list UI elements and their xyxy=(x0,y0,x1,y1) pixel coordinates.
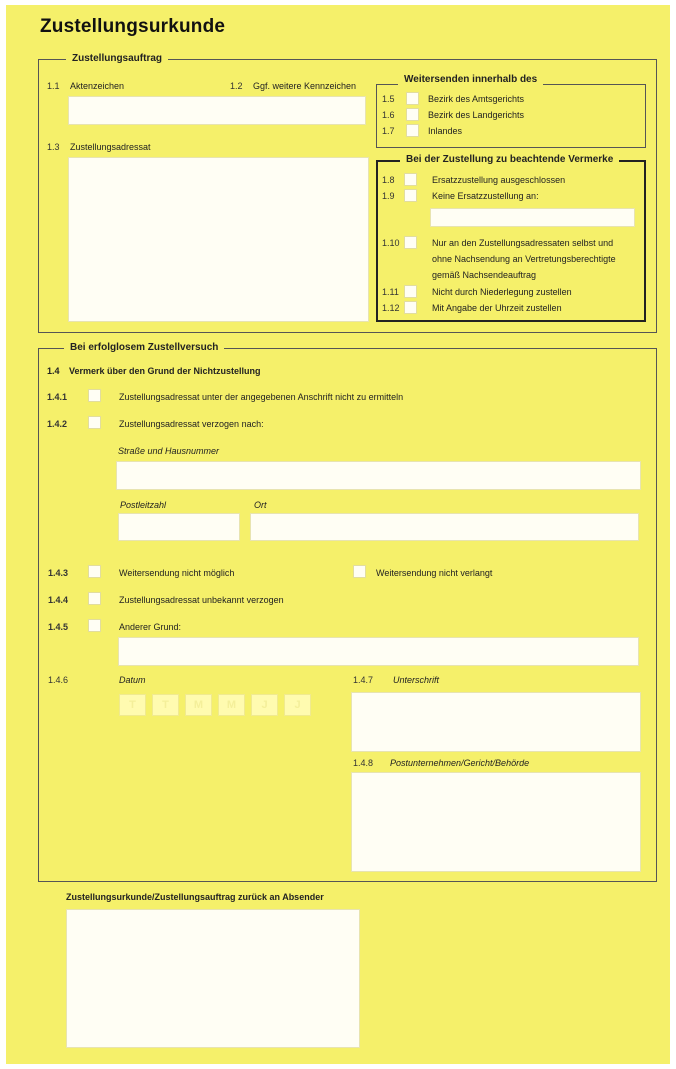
weitersendung-nicht-moeglich-label: Weitersendung nicht möglich xyxy=(119,568,235,578)
datum-box-month-1[interactable]: M xyxy=(185,694,212,716)
ersatzzustellung-ausgeschlossen-checkbox[interactable] xyxy=(404,173,417,186)
weitersendung-nicht-verlangt-label: Weitersendung nicht verlangt xyxy=(376,568,493,578)
unterschrift-label: Unterschrift xyxy=(393,675,440,685)
f1-1-number: 1.1 xyxy=(47,81,60,91)
plz-label: Postleitzahl xyxy=(120,500,167,510)
f1-7-number: 1.7 xyxy=(382,126,395,136)
nur-adressat-line1: Nur an den Zustellungsadressaten selbst und xyxy=(432,238,614,248)
keine-ersatzzustellung-checkbox[interactable] xyxy=(404,189,417,202)
datum-box-year-1[interactable]: J xyxy=(251,694,278,716)
datum-box-year-2[interactable]: J xyxy=(284,694,311,716)
unterschrift-field[interactable] xyxy=(351,692,641,752)
f1-4-1-number: 1.4.1 xyxy=(47,392,68,402)
keine-ersatzzustellung-label: Keine Ersatzzustellung an: xyxy=(432,191,539,201)
nur-adressat-line3: gemäß Nachsendeauftrag xyxy=(432,270,537,280)
versuch-legend: Bei erfolglosem Zustellversuch xyxy=(64,342,224,354)
landgericht-label: Bezirk des Landgerichts xyxy=(428,110,525,120)
f1-5-number: 1.5 xyxy=(382,94,395,104)
weitersendung-nicht-moeglich-checkbox[interactable] xyxy=(88,565,101,578)
datum-box-day-1[interactable]: T xyxy=(119,694,146,716)
landgericht-checkbox[interactable] xyxy=(406,108,419,121)
f1-4-7-number: 1.4.7 xyxy=(353,675,374,685)
f1-11-number: 1.11 xyxy=(382,287,399,297)
strasse-label: Straße und Hausnummer xyxy=(118,446,220,456)
verzogen-nach-checkbox[interactable] xyxy=(88,416,101,429)
anderer-grund-field[interactable] xyxy=(118,637,639,666)
amtsgericht-checkbox[interactable] xyxy=(406,92,419,105)
f1-4-5-number: 1.4.5 xyxy=(48,622,69,632)
f1-8-number: 1.8 xyxy=(382,175,395,185)
keine-ersatzzustellung-field[interactable] xyxy=(430,208,635,227)
kennzeichen-label: Ggf. weitere Kennzeichen xyxy=(253,81,357,91)
f1-6-number: 1.6 xyxy=(382,110,395,120)
f1-4-4-number: 1.4.4 xyxy=(48,595,69,605)
niederlegung-checkbox[interactable] xyxy=(404,285,417,298)
unbekannt-verzogen-label: Zustellungsadressat unbekannt verzogen xyxy=(119,595,284,605)
plz-field[interactable] xyxy=(118,513,240,541)
weitersenden-legend: Weitersenden innerhalb des xyxy=(398,74,543,86)
datum-label: Datum xyxy=(119,675,146,685)
nicht-zu-ermitteln-checkbox[interactable] xyxy=(88,389,101,402)
verzogen-nach-label: Zustellungsadressat verzogen nach: xyxy=(119,419,264,429)
f1-10-number: 1.10 xyxy=(382,238,400,248)
document-title: Zustellungsurkunde xyxy=(40,16,226,37)
f1-2-number: 1.2 xyxy=(230,81,243,91)
ort-label: Ort xyxy=(254,500,267,510)
f1-9-number: 1.9 xyxy=(382,191,395,201)
inland-checkbox[interactable] xyxy=(406,124,419,137)
amtsgericht-label: Bezirk des Amtsgerichts xyxy=(428,94,525,104)
ort-field[interactable] xyxy=(250,513,639,541)
ersatzzustellung-ausgeschlossen-label: Ersatzzustellung ausgeschlossen xyxy=(432,175,566,185)
anderer-grund-checkbox[interactable] xyxy=(88,619,101,632)
unbekannt-verzogen-checkbox[interactable] xyxy=(88,592,101,605)
nur-adressat-line2: ohne Nachsendung an Vertretungsberechtigte xyxy=(432,254,616,264)
f1-4-3-number: 1.4.3 xyxy=(48,568,69,578)
uhrzeit-label: Mit Angabe der Uhrzeit zustellen xyxy=(432,303,562,313)
nichtzustellung-heading: Vermerk über den Grund der Nichtzustellung xyxy=(69,366,261,376)
vermerke-legend: Bei der Zustellung zu beachtende Vermerke xyxy=(400,154,619,166)
absender-field[interactable] xyxy=(66,909,360,1048)
zustellungsadressat-field[interactable] xyxy=(68,157,369,322)
datum-box-month-2[interactable]: M xyxy=(218,694,245,716)
f1-12-number: 1.12 xyxy=(382,303,400,313)
uhrzeit-checkbox[interactable] xyxy=(404,301,417,314)
nur-adressat-checkbox[interactable] xyxy=(404,236,417,249)
aktenzeichen-field[interactable] xyxy=(68,96,366,125)
zurueck-label: Zustellungsurkunde/Zustellungsauftrag zurück an Absender xyxy=(66,892,324,902)
niederlegung-label: Nicht durch Niederlegung zustellen xyxy=(432,287,572,297)
strasse-field[interactable] xyxy=(116,461,641,490)
zustellungsadressat-label: Zustellungsadressat xyxy=(70,142,151,152)
f1-3-number: 1.3 xyxy=(47,142,60,152)
inland-label: Inlandes xyxy=(428,126,463,136)
auftrag-legend: Zustellungsauftrag xyxy=(66,53,168,65)
postunternehmen-field[interactable] xyxy=(351,772,641,872)
f1-4-number: 1.4 xyxy=(47,366,60,376)
f1-4-6-number: 1.4.6 xyxy=(48,675,69,685)
weitersendung-nicht-verlangt-checkbox[interactable] xyxy=(353,565,366,578)
anderer-grund-label: Anderer Grund: xyxy=(119,622,182,632)
datum-box-day-2[interactable]: T xyxy=(152,694,179,716)
f1-4-8-number: 1.4.8 xyxy=(353,758,374,768)
aktenzeichen-label: Aktenzeichen xyxy=(70,81,125,91)
f1-4-2-number: 1.4.2 xyxy=(47,419,68,429)
nicht-zu-ermitteln-label: Zustellungsadressat unter der angegebenen Anschrift nicht zu ermitteln xyxy=(119,392,404,402)
postunternehmen-label: Postunternehmen/Gericht/Behörde xyxy=(390,758,530,768)
